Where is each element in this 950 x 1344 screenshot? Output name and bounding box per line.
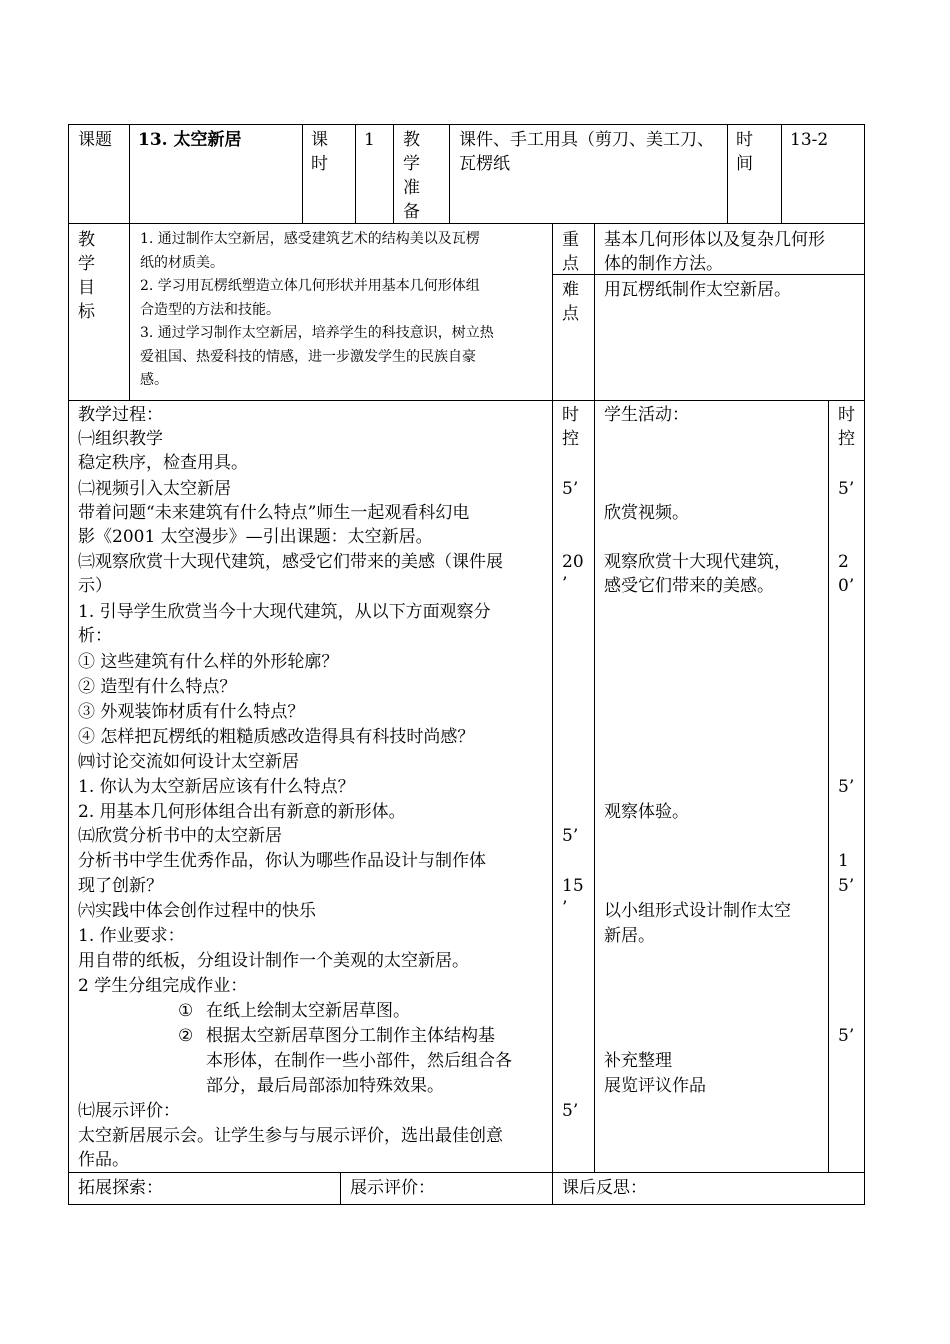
col-divider (340, 1172, 341, 1205)
student-activity: 欣赏视频。 (604, 503, 689, 523)
time-control-value: 5’ (838, 876, 855, 896)
process-line: 1. 你认为太空新居应该有什么特点？ (78, 777, 355, 797)
process-line: 用自带的纸板，分组设计制作一个美观的太空新居。 (78, 951, 469, 971)
col-divider (129, 223, 130, 401)
col-divider (552, 223, 553, 1205)
difficulty-label: 点 (562, 304, 579, 324)
prep-label: 教 (403, 130, 420, 150)
process-line: ㈡视频引入太空新居 (78, 479, 231, 499)
goal-line: 纸的材质美。 (140, 254, 224, 271)
process-line: ① 这些建筑有什么样的外形轮廓？ (78, 652, 339, 672)
process-line: 2 学生分组完成作业： (78, 976, 248, 996)
process-line: 太空新居展示会。让学生参与与展示评价，选出最佳创意 (78, 1126, 503, 1146)
student-activity: 观察体验。 (604, 802, 689, 822)
row-divider-3 (68, 1172, 865, 1173)
col-divider (393, 124, 394, 224)
sub-step-text: 本形体，在制作一些小部件，然后组合各 (206, 1051, 512, 1071)
col-divider (302, 124, 303, 224)
key-point: 体的制作方法。 (604, 254, 723, 274)
process-title: 教学过程： (78, 405, 163, 425)
process-line: ③ 外观装饰材质有什么特点？ (78, 702, 305, 722)
process-line: 现了创新？ (78, 876, 163, 896)
time-label: 时 (736, 130, 753, 150)
student-activity-header: 学生活动： (604, 405, 689, 425)
student-activity: 展览评议作品 (604, 1076, 706, 1096)
subject-label: 课题 (78, 130, 112, 150)
time-control-value: 20 (562, 552, 584, 572)
goal-line: 感。 (140, 372, 168, 388)
process-line: 析： (78, 626, 112, 646)
difficulty-label: 难 (562, 280, 579, 300)
process-line: ㈢观察欣赏十大现代建筑，感受它们带来的美感（课件展 (78, 552, 503, 572)
display-label: 展示评价： (350, 1178, 435, 1198)
col-divider (727, 124, 728, 224)
time-value: 13-2 (790, 130, 829, 150)
prep-value: 瓦楞纸 (459, 154, 510, 174)
key-label: 重 (562, 230, 579, 250)
process-line: 分析书中学生优秀作品，你认为哪些作品设计与制作体 (78, 851, 486, 871)
process-line: 2. 用基本几何形体组合出有新意的新形体。 (78, 802, 406, 822)
sub-step-number: ① (178, 1001, 194, 1021)
extension-label: 拓展探索： (78, 1178, 163, 1198)
sub-step-text: 根据太空新居草图分工制作主体结构基 (206, 1026, 495, 1046)
sub-step-text: 部分，最后局部添加特殊效果。 (206, 1076, 444, 1096)
student-activity: 感受它们带来的美感。 (604, 576, 774, 596)
col-divider (449, 124, 450, 224)
reflection-label: 课后反思： (562, 1178, 647, 1198)
goal-line: 2. 学习用瓦楞纸塑造立体几何形状并用基本几何形体组 (140, 278, 480, 294)
process-line: 影《2001 太空漫步》—引出课题：太空新居。 (78, 527, 433, 547)
col-divider (828, 400, 829, 1173)
period-label: 时 (311, 154, 328, 174)
time-control-header: 控 (562, 429, 579, 449)
time-control-value: 1 (838, 851, 849, 871)
time-control-value: 5’ (838, 479, 855, 499)
prep-label: 准 (403, 178, 420, 198)
process-line: 作品。 (78, 1150, 129, 1170)
period-value: 1 (364, 130, 375, 150)
goal-line: 爱祖国、热爱科技的情感，进一步激发学生的民族自豪 (140, 348, 476, 365)
time-control-value: ’ (562, 574, 568, 594)
time-label: 间 (736, 154, 753, 174)
process-line: ㈤欣赏分析书中的太空新居 (78, 826, 282, 846)
process-line: ㈣讨论交流如何设计太空新居 (78, 752, 299, 772)
prep-label: 学 (403, 154, 420, 174)
sub-step-number: ② (178, 1026, 194, 1046)
process-line: ㈥实践中体会创作过程中的快乐 (78, 901, 316, 921)
process-line: ㈦展示评价： (78, 1101, 180, 1121)
goals-label: 标 (78, 302, 95, 322)
goal-line: 3. 通过学习制作太空新居，培养学生的科技意识，树立热 (140, 325, 494, 341)
goal-line: 合造型的方法和技能。 (140, 301, 280, 318)
process-line: 带着问题“未来建筑有什么特点”师生一起观看科幻电 (78, 503, 470, 523)
process-line: 1. 作业要求： (78, 926, 185, 946)
process-line: ㈠组织教学 (78, 429, 163, 449)
row-divider-2 (68, 400, 865, 401)
table-border-top (68, 124, 865, 125)
time-control-value: 0’ (838, 576, 855, 596)
time-control-value: 5’ (562, 826, 579, 846)
process-line: 1. 引导学生欣赏当今十大现代建筑，从以下方面观察分 (78, 602, 491, 622)
table-border-right (864, 124, 865, 1205)
subject-value: 13. 太空新居 (138, 130, 242, 150)
time-control-value: 5’ (838, 777, 855, 797)
process-line: ② 造型有什么特点？ (78, 677, 237, 697)
goals-label: 教 (78, 230, 95, 250)
col-divider (355, 124, 356, 224)
sub-step-text: 在纸上绘制太空新居草图。 (206, 1001, 410, 1021)
student-activity: 新居。 (604, 926, 655, 946)
goals-label: 目 (78, 278, 95, 298)
col-divider (129, 124, 130, 224)
prep-label: 备 (403, 202, 420, 222)
process-line: 示） (78, 576, 112, 596)
table-border-left (68, 124, 69, 1205)
difficulty-point: 用瓦楞纸制作太空新居。 (604, 280, 791, 300)
time-control-value: 5’ (838, 1026, 855, 1046)
key-point: 基本几何形体以及复杂几何形 (604, 230, 825, 250)
time-control-value: 5’ (562, 1101, 579, 1121)
time-control-value: 2 (838, 552, 849, 572)
table-border-bottom (68, 1204, 865, 1205)
process-line: ④ 怎样把瓦楞纸的粗糙质感改造得具有科技时尚感？ (78, 727, 475, 747)
col-divider (781, 124, 782, 224)
col-divider (594, 223, 595, 1173)
student-activity: 补充整理 (604, 1051, 672, 1071)
time-control-header: 控 (838, 429, 855, 449)
time-control-value: 5’ (562, 479, 579, 499)
time-control-value: 15 (562, 876, 584, 896)
period-label: 课 (311, 130, 328, 150)
goal-line: 1. 通过制作太空新居，感受建筑艺术的结构美以及瓦楞 (140, 231, 480, 247)
time-control-header: 时 (562, 405, 579, 425)
process-line: 稳定秩序，检查用具。 (78, 453, 248, 473)
prep-value: 课件、手工用具（剪刀、美工刀、 (459, 130, 714, 150)
time-control-value: ’ (562, 898, 568, 918)
key-label: 点 (562, 254, 579, 274)
student-activity: 观察欣赏十大现代建筑， (604, 552, 791, 572)
time-control-header: 时 (838, 405, 855, 425)
goals-label: 学 (78, 254, 95, 274)
student-activity: 以小组形式设计制作太空 (604, 901, 791, 921)
row-divider-1 (68, 223, 865, 224)
